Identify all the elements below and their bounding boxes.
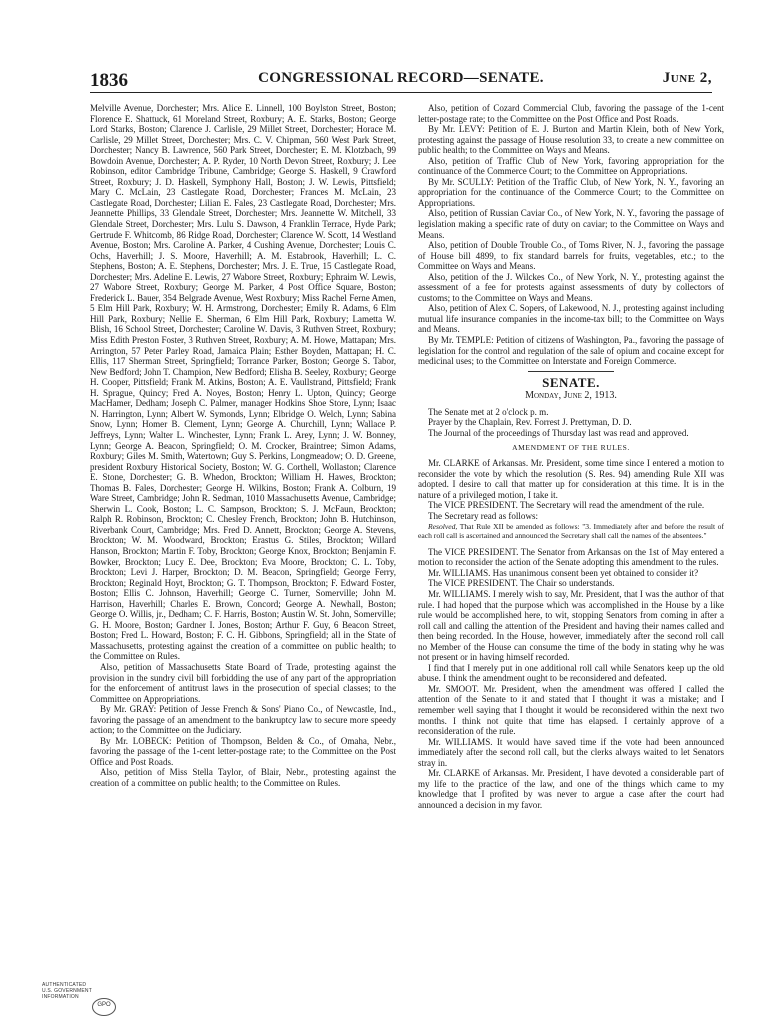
- seal-mark-text: GPO: [97, 1002, 111, 1008]
- seal-line: INFORMATION: [42, 994, 79, 1000]
- section-title: SENATE.: [542, 374, 600, 390]
- seal-line: AUTHENTICATED: [42, 982, 87, 988]
- paragraph: Mr. WILLIAMS. Has unanimous consent been yet obtained to consider it?: [428, 567, 699, 578]
- gpo-authentication-seal: [42, 978, 122, 1020]
- paragraph: By Mr. GRAY: Petition of Jesse French & Sons' Piano Co., of Newcastle, Ind., favoring the passage of an amendment to the bankruptcy law to secure more speedy action; to the Committee on the Judiciary.: [90, 704, 396, 736]
- seal-text: [42, 982, 92, 1000]
- paragraph: By Mr. LEVY: Petition of E. J. Burton and Martin Klein, both of New York, protesting against the passage of House resolution 33, to create a new committee on public health; to the Committee on Ways and Means.: [418, 124, 724, 156]
- paragraph: The VICE PRESIDENT. The Chair so understands.: [428, 578, 615, 589]
- paragraph: Also, petition of Cozard Commercial Club, favoring the passage of the 1-cent letter-postage rate; to the Committee on the Post Office and Post Roads.: [418, 103, 724, 124]
- paragraph: Mr. CLARKE of Arkansas. Mr. President, some time since I entered a motion to reconsider the vote by which the resolution (S. Res. 94) amending Rule XII was adopted. I desire to call that matter up for consideration at this time. It is in the nature of a privileged motion, I take it.: [418, 457, 724, 500]
- paragraph: I find that I merely put in one additional roll call while Senators keep up the old abuse. I think the amendment ought to be reconsidered and defeated.: [418, 662, 724, 684]
- paragraph: Melville Avenue, Dorchester; Mrs. Alice E. Linnell, 100 Boylston Street, Boston; Florence E. Shattuck, 61 Moreland Street, Roxbury; A. E. Starks, Boston; George Lord Starks, Boston; Clarence J. Carlisle, 29 Millet Street, Dorchester; Horace M. Carlisle, 29 Millet Street, Dorchester; Mrs. C. V. Chipman, 560 West Park Street, Dorchester; Nancy B. Lawrence, 560 Park Street, Dorchester; E. M. Klotzbach, 99 Bowdoin Avenue, Dorchester; A. P. Ryder, 10 North Devon Street, Roxbury; J. Lee Robinson, editor Cambridge Tribune, Cambridge; George S. Haskell, 9 Crawford Street, Roxbury; J. D. Haskell, Symphony Hall, Boston; J. W. Lewis, Pittsfield; Mary C. McLain, 23 Castlegate Road, Dorchester; Frances M. McLain, 23 Castlegate Road, Dorchester; Lilian E. Fales, 23 Castlegate Road, Dorchester; Mrs. Jeannette Phillips, 33 Glendale Street, Dorchester; Mrs. Jeannette W. Mitchell, 33 Glendale Street, Dorchester; Mrs. Lulu S. Dawson, 4 Franklin Terrace, Hyde Park; Gertrude F. Whitcomb, 86 Ridge Road, Dorchester; Clarence W. Scott, 14 Westland Avenue, Boston; Mrs. Caroline A. Parker, 4 Cushing Avenue, Dorchester; Louis C. Ochs, Haverhill; J. S. Moore, Haverhill; A. M. Estabrook, Haverhill; L. C. Stephens, Boston; A. E. Stephens, Dorchester; Mrs. J. E. True, 15 Castlegate Road, Dorchester; Mrs. Adeline E. Lewis, 27 Wabore Street, Roxbury; Ephraim W. Lewis, 27 Wabore Street, Roxbury; George M. Parker, 4 Post Office Square, Boston; Frederick L. Bauer, 354 Belgrade Avenue, West Roxbury; Miss Rachel Ferne Amen, 5 Elm Hill Park, Roxbury; W. H. Armstrong, Dorchester; Emily R. Adams, 6 Elm Hill Park, Roxbury; Nellie E. Sherman, 6 Elm Hill Park, Roxbury; Lametta W. Blish, 16 School Street, Dorchester; Caroline W. Davis, 3 Ruthven Street, Roxbury; Miss Edith Preston Foster, 3 Ruthven Street, Roxbury; A. M. Howe, Mattapan; Mrs. Arrington, 57 Peter Parley Road, Jamaica Plain; Esther Boyden, Mattapan; H. C. Ellis, 117 Sherman Street, Springfield; Torrance Parker, Boston; George S. Tabor, New Bedford; John T. Champion, New Bedford; Elisha B. Seeley, Roxbury; George H. Cooper, Pittsfield; Frank M. Atkins, Boston; A. E. Vaullstrand, Pittsfield; Frank H. Sprague, Quincy; Fred A. Noyes, Boston; Henry L. Upton, Quincy; George MacHamer, Dedham; Joseph C. Palmer, manager Hodkins Shoe Store, Lynn; Isaac N. Harrington, Lynn; Albert W. Symonds, Lynn; Elbridge O. Welch, Lynn; Sabina Snow, Lynn; Homer B. Clement, Lynn; George A. Churchill, Lynn; Wallace P. Jeffreys, Lynn; Walter L. Winchester, Lynn; Frank L. Arey, Lynn; J. W. Bonney, Lynn; George A. Beacon, Springfield; O. M. Crocker, Braintree; Simon Adams, Roxbury; Giles M. Smith, Watertown; Guy S. Perkins, Longmeadow; O. D. Greene, president Roxbury Historical Society, Boston; W. G. Corthell, Wollaston; Clarence E. Stone, Dorchester; G. B. Whedon, Brockton; William H. Hawes, Brockton; Thomas B. Fales, Dorchester; George H. Wilkins, Boston; Frank A. Colburn, 19 Ware Street, Cambridge; John R. Sedman, 1010 Massachusetts Avenue, Cambridge; Sherwin L. Cook, Boston; L. C. Sampson, Brockton; S. J. McFaun, Brockton; Ralph R. Robinson, Brockton; C. Chesley French, Brockton; John B. Hutchinson, Riverbank Court, Cambridge; Mrs. Fred D. Annett, Brockton; George A. Stevens, Brockton; W. M. Woodward, Brockton; Erastus G. Stiles, Brockton; Willard Hanson, Brockton; Martin F. Toby, Brockton; George Knox, Brockton; Benjamin F. Bowker, Brockton; Lucy E. Dee, Brockton; Eva Moore, Brockton; C. L. Toby, Brockton; Levi J. Harper, Brockton; D. M. Beacon, Springfield; George Ferry, Brockton; Reginald Hoyt, Brockton; G. T. Thompson, Brockton; F. Edward Foster, Boston; Ellis C. Johnson, Haverhill; George C. Turner, Somerville; John M. Harrison, Haverhill; Charles E. Brown, Concord; George A. Newhall, Boston; George O. Willis, jr., Dedham; C. F. Harris, Boston; Austin W. St. John, Somerville; G. H. Moore, Boston; Gardner I. Jones, Boston; Arthur F. Guy, 6 Beacon Street, Boston; Fred L. Howard, Boston; F. C. H. Gibbons, Springfield; all in the State of Massachusetts, protesting against the creation of a committee on public health; to the Committee on Rules.: [90, 103, 396, 662]
- left-column: [90, 103, 396, 983]
- paragraph: The Secretary read as follows:: [428, 510, 539, 521]
- paragraph: The VICE PRESIDENT. The Secretary will read the amendment of the rule.: [428, 500, 705, 511]
- resolution-intro: Resolved,: [428, 522, 458, 532]
- gpo-seal-icon: [92, 998, 116, 1016]
- paragraph: Also, petition of Double Trouble Co., of Toms River, N. J., favoring the passage of House bill 4899, to fix standard barrels for fruits, vegetables, etc.; to the Committee on Ways and Means.: [418, 240, 724, 272]
- paragraph: The Senate met at 2 o'clock p. m.: [428, 406, 549, 417]
- paragraph: Also, petition of Miss Stella Taylor, of Blair, Nebr., protesting against the creation of a committee on public health; to the Committee on Rules.: [90, 767, 396, 788]
- running-title: CONGRESSIONAL RECORD—SENATE.: [258, 70, 544, 86]
- paragraph: Mr. SMOOT. Mr. President, when the amendment was offered I called the attention of the Senate to it and stated that I thought it was a mistake; and I remember well saying that I thought it would be reconsidered within the next two months. I think not quite that time has elapsed. I certainly approve of a reconsideration of the rule.: [418, 683, 724, 737]
- paragraph: The VICE PRESIDENT. The Senator from Arkansas on the 1st of May entered a motion to reconsider the action of the Senate adopting this amendment to the rules.: [418, 546, 724, 568]
- section-divider: [528, 371, 614, 372]
- paragraph: Mr. CLARKE of Arkansas. Mr. President, I have devoted a considerable part of my life to the practice of the law, and one of the things which came to my knowledge that I profited by was never to argue a case after the court had announced a decision in my favor.: [418, 768, 724, 810]
- page-header: [90, 70, 712, 93]
- paragraph: Also, petition of Alex C. Sopers, of Lakewood, N. J., protesting against including mutual life insurance companies in the income-tax bill; to the Committee on Ways and Means.: [418, 303, 724, 335]
- paragraph: By Mr. LOBECK: Petition of Thompson, Belden & Co., of Omaha, Nebr., favoring the passage of the 1-cent letter-postage rate; to the Committee on the Post Office and Post Roads.: [90, 735, 396, 767]
- right-column: [418, 103, 724, 983]
- paragraph: The Journal of the proceedings of Thursday last was read and approved.: [428, 427, 689, 438]
- subsection-title: AMENDMENT OF THE RULES.: [512, 443, 630, 453]
- paragraph: Mr. WILLIAMS. It would have saved time if the vote had been announced immediately after the second roll call, but the clerks always waited to let Senators stray in.: [418, 736, 724, 768]
- resolution-text: That Rule XII be amended as follows: "3. Immediately after and before the result of each roll call is ascertained and announced the Secretary shall call the names of the absentees.": [418, 522, 724, 541]
- paragraph: Also, petition of the J. Wilckes Co., of New York, N. Y., protesting against the assessment of a fee for protests against assessments of duty by collectors of customs; to the Committee on Ways and Means.: [418, 271, 724, 303]
- header-date: June 2,: [662, 70, 712, 86]
- paragraph: By Mr. TEMPLE: Petition of citizens of Washington, Pa., favoring the passage of legislation for the control and regulation of the sale of opium and cocaine except for medicinal uses; to the Committee on Interstate and Foreign Commerce.: [418, 335, 724, 367]
- paragraph: Mr. WILLIAMS. I merely wish to say, Mr. President, that I was the author of that rule. I had hoped that the purpose which was accomplished in the House by a like rule would be accomplished here, to wit, stopping Senators from coming in after a roll call and calling the attention of the President and having their names called and then being recorded. In the House, however, immediately after the second roll call no Member of the House can consume the time of the body in stating why he was not present or in having himself recorded.: [418, 589, 724, 663]
- section-date: Monday, June 2, 1913.: [525, 390, 617, 402]
- paragraph: Also, petition of Traffic Club of New York, favoring appropriation for the continuance of the Commerce Court; to the Committee on Appropriations.: [418, 155, 724, 177]
- paragraph: Also, petition of Russian Caviar Co., of New York, N. Y., favoring the passage of legislation making a specific rate of duty on caviar; to the Committee on Ways and Means.: [418, 208, 724, 240]
- page-number: 1836: [90, 70, 128, 91]
- seal-line: U.S. GOVERNMENT: [42, 988, 92, 994]
- paragraph: Also, petition of Massachusetts State Board of Trade, protesting against the provision in the sundry civil bill forbidding the use of any part of the appropriation for the enforcement of antitrust laws in the prosecution of special classes; to the Committee on Appropriations.: [90, 661, 396, 704]
- paragraph: By Mr. SCULLY: Petition of the Traffic Club, of New York, N. Y., favoring an appropriation for the continuance of the Commerce Court; to the Committee on Appropriations.: [418, 176, 724, 208]
- paragraph: Prayer by the Chaplain, Rev. Forrest J. Prettyman, D. D.: [428, 417, 632, 428]
- resolution-block: [418, 523, 724, 541]
